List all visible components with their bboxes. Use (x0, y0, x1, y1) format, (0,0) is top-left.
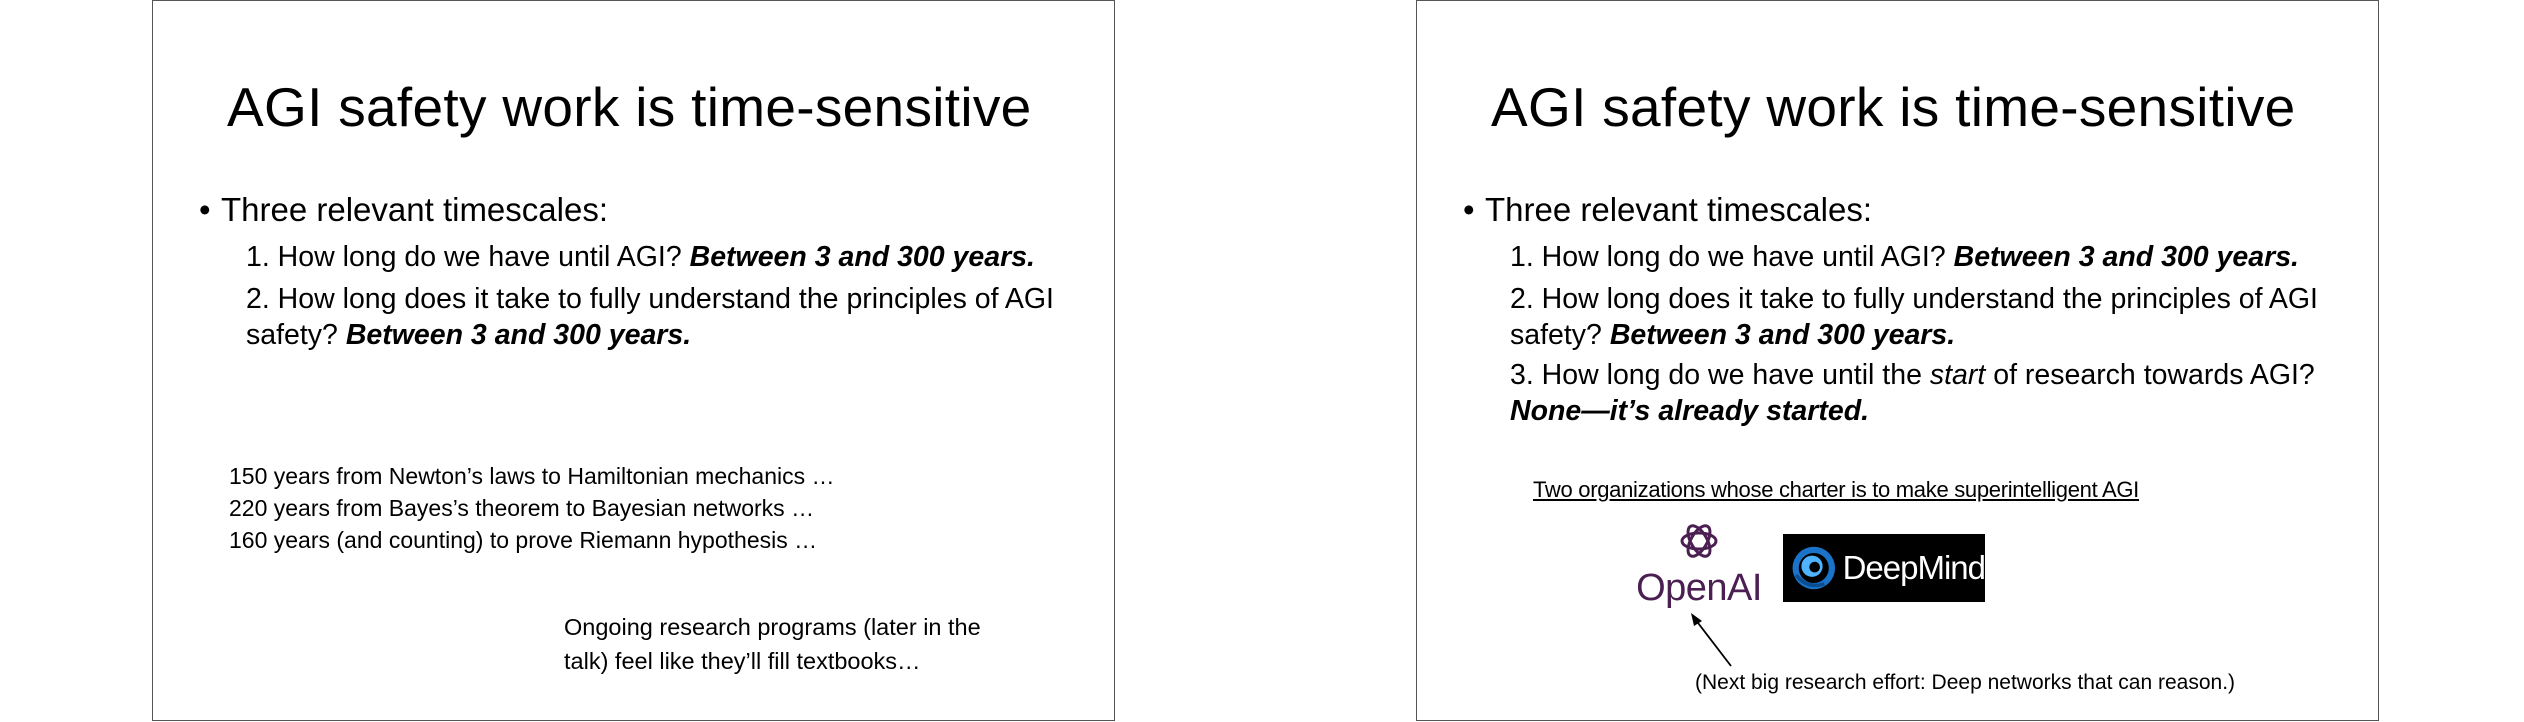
deepmind-swirl-icon (1789, 540, 1839, 596)
item-emphasis: start (1929, 359, 1986, 391)
item-answer: Between 3 and 300 years. (1609, 319, 1956, 351)
timescale-item-3 (1510, 357, 2330, 429)
item-question: 2. How long does it take to fully understand the principles of AGI safety? (246, 283, 1054, 351)
bullet-dot: • (1463, 191, 1475, 228)
ongoing-note (564, 610, 981, 678)
openai-wordmark: OpenAI (1636, 567, 1762, 609)
openai-logo (1631, 519, 1767, 610)
ongoing-note-line: talk) feel like they’ll fill textbooks… (564, 648, 921, 674)
item-answer: Between 3 and 300 years. (1953, 241, 2299, 273)
timescale-item-1 (1510, 239, 2330, 275)
slide-title: AGI safety work is time-sensitive (1491, 76, 2296, 138)
slide-title: AGI safety work is time-sensitive (227, 76, 1032, 138)
item-question: 1. How long do we have until AGI? (246, 241, 690, 273)
item-question: 3. How long do we have until the (1510, 359, 1930, 391)
bullet-timescales (1463, 191, 1872, 229)
bullet-timescales (199, 191, 608, 229)
bullet-dot: • (199, 191, 211, 228)
ongoing-note-line: Ongoing research programs (later in the (564, 614, 981, 640)
history-note: 220 years from Bayes’s theorem to Bayesian networks … (229, 495, 815, 521)
bullet-text: Three relevant timescales: (1485, 191, 1872, 228)
bullet-text: Three relevant timescales: (221, 191, 608, 228)
timescale-item-1 (246, 239, 1066, 275)
deepmind-wordmark: DeepMind (1842, 549, 1985, 586)
history-note: 150 years from Newton’s laws to Hamiltonian mechanics … (229, 463, 835, 489)
openai-knot-icon (1677, 519, 1721, 563)
item-answer: Between 3 and 300 years. (345, 319, 692, 351)
deepmind-logo (1783, 534, 1985, 602)
charter-heading: Two organizations whose charter is to make superintelligent AGI (1533, 477, 2139, 502)
item-answer: Between 3 and 300 years. (689, 241, 1035, 273)
slide-1 (152, 0, 1115, 721)
slide-2 (1416, 0, 2379, 721)
timescale-item-2 (1510, 281, 2330, 353)
timescale-item-2 (246, 281, 1066, 353)
history-notes (229, 460, 835, 556)
item-answer: None—it’s already started. (1510, 395, 1870, 427)
research-caption: (Next big research effort: Deep networks that can reason.) (1695, 671, 2236, 694)
item-question-cont: of research towards AGI? (1985, 359, 2315, 391)
item-question: 2. How long does it take to fully understand the principles of AGI safety? (1510, 283, 2318, 351)
history-note: 160 years (and counting) to prove Riemann hypothesis … (229, 527, 818, 553)
item-question: 1. How long do we have until AGI? (1510, 241, 1954, 273)
